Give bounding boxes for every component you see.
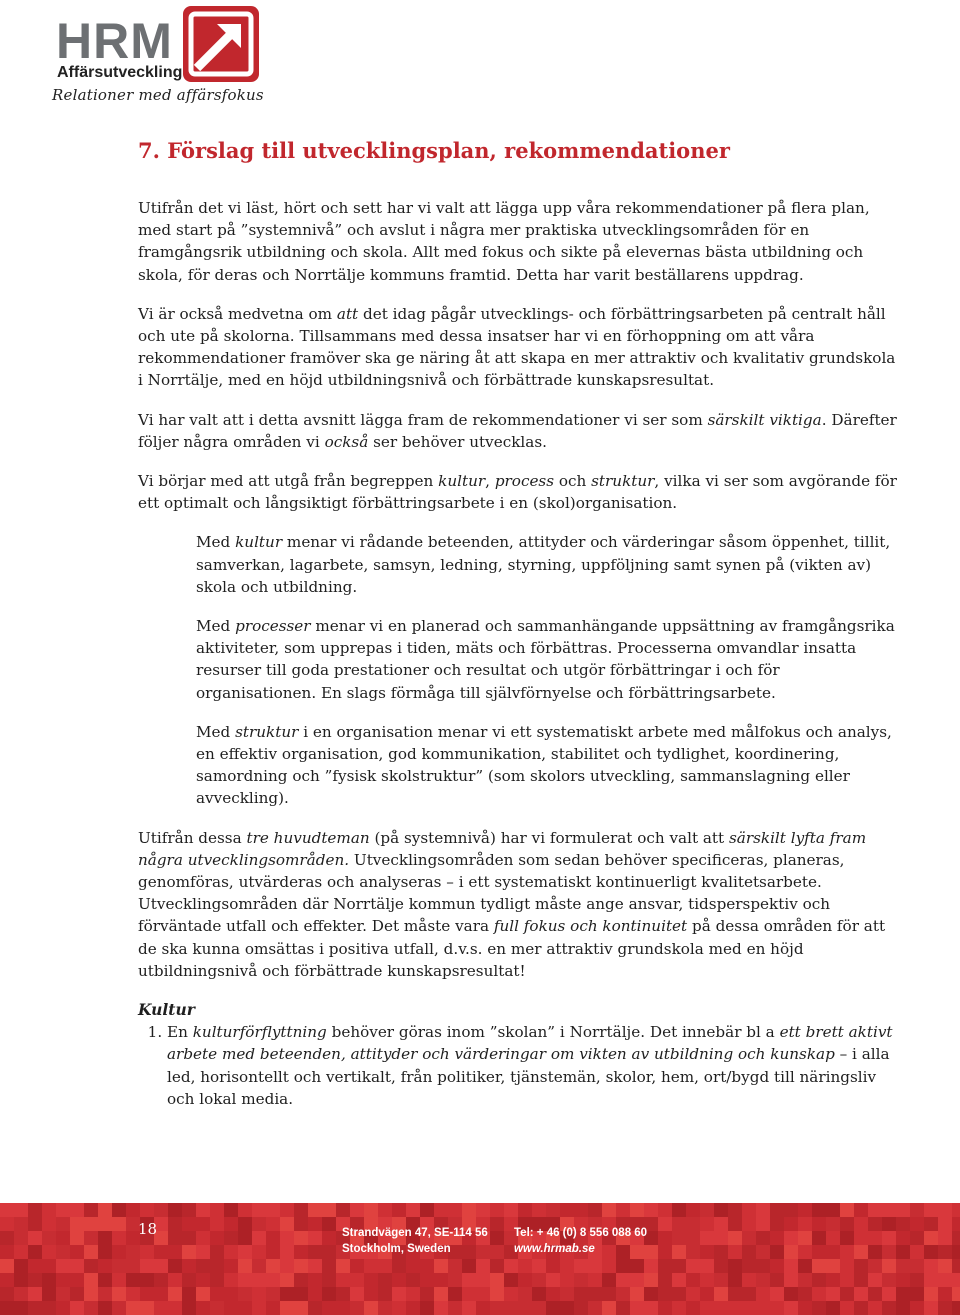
- concept-process: Med processer menar vi en planerad och sammanhängande uppsättning av framgångsrika aktiviteter, som upprepas i tiden, mäts och förbättras. Processerna omvandlar insatta resurser till goda prestationer och resultat och utgör förbättringar i och för organisationen. En slags förmåga till självförnyelse och förbättringsarbete.: [196, 617, 895, 702]
- logo-subtitle: Affärsutveckling: [57, 64, 183, 81]
- intro-paragraph-3: Vi har valt att i detta avsnitt lägga fram de rekommendationer vi ser som särskilt viktiga. Därefter följer några områden vi också ser behöver utvecklas.: [138, 410, 897, 451]
- logo-arrow-icon: [183, 6, 259, 82]
- address-street: Strandvägen 47, SE-114 56: [342, 1227, 488, 1239]
- document-body: [138, 138, 898, 1110]
- phone-number: Tel: + 46 (0) 8 556 088 60: [514, 1227, 648, 1239]
- intro-paragraph-1: Utifrån det vi läst, hört och sett har vi valt att lägga upp våra rekommendationer på flera plan, med start på ”systemnivå” och avslut i några mer praktiska utvecklingsområden för en framgångsrik utbildning och skola. Allt med fokus och sikte på elevernas bästa utbildning och skola, för deras och Norrtälje kommuns framtid. Detta har varit beställarens uppdrag.: [138, 199, 870, 284]
- website-link[interactable]: www.hrmab.se: [514, 1243, 595, 1255]
- kultur-list: [138, 1021, 898, 1110]
- concept-kultur: Med kultur menar vi rådande beteenden, attityder och värderingar såsom öppenhet, tillit, samverkan, lagarbete, samsyn, ledning, styrning, uppföljning samt synen på (vikten av) skola och utbildning.: [196, 533, 891, 596]
- section-heading-kultur: Kultur: [138, 1000, 195, 1020]
- intro-paragraph-2: Vi är också medvetna om att det idag pågår utvecklings- och förbättringsarbeten på centralt håll och ute på skolorna. Tillsammans med dessa insatser har vi en förhoppning om att våra rekommendationer framöver ska ge näring åt att skapa en mer attraktiv och kvalitativ grundskola i Norrtälje, med en höjd utbildningsnivå och förbättrade kunskapsresultat.: [138, 304, 896, 390]
- footer-address: [342, 1225, 488, 1257]
- company-logo: [50, 4, 270, 116]
- page-number: 18: [138, 1220, 158, 1238]
- address-city: Stockholm, Sweden: [342, 1243, 451, 1255]
- page-title: 7. Förslag till utvecklingsplan, rekommendationer: [138, 138, 730, 163]
- footer-contact: [514, 1225, 647, 1257]
- intro-paragraph-4: Vi börjar med att utgå från begreppen kultur, process och struktur, vilka vi ser som avgörande för ett optimalt och långsiktigt förbättringsarbete i en (skol)organisation.: [138, 472, 897, 513]
- summary-paragraph: Utifrån dessa tre huvudteman (på systemnivå) har vi formulerat och valt att särskilt lyfta fram några utvecklingsområden. Utvecklingsområden som sedan behöver specificeras, planeras, genomföras, utvärderas och analyseras – i ett systematiskt kontinuerligt kvalitetsarbete. Utvecklingsområden där Norrtälje kommun tydligt måste ange ansvar, tidsperspektiv och förväntade utfall och effekter. Det måste vara full fokus och kontinuitet på dessa områden för att de ska kunna omsättas i positiva utfall, d.v.s. en mer attraktiv grundskola med en höjd utbildningsnivå och förbättrade kunskapsresultat!: [138, 828, 886, 980]
- list-item: 1. En kulturförflyttning behöver göras inom ”skolan” i Norrtälje. Det innebär bl a ett brett aktivt arbete med beteenden, attityder och värderingar om vikten av utbildning och kunskap – i alla led, horisontellt och vertikalt, från politiker, tjänstemän, skolor, hem, ort/bygd till näringsliv och lokal media.: [167, 1021, 898, 1110]
- concept-struktur: Med struktur i en organisation menar vi ett systematiskt arbete med målfokus och analys, en effektiv organisation, god kommunikation, stabilitet och tydlighet, koordinering, samordning och ”fysisk skolstruktur” (som skolors utveckling, sammanslagning eller avveckling).: [196, 722, 892, 808]
- logo-brand: HRM: [56, 13, 173, 69]
- page-footer: [0, 1203, 960, 1315]
- logo-tagline: Relationer med affärsfokus: [52, 86, 264, 104]
